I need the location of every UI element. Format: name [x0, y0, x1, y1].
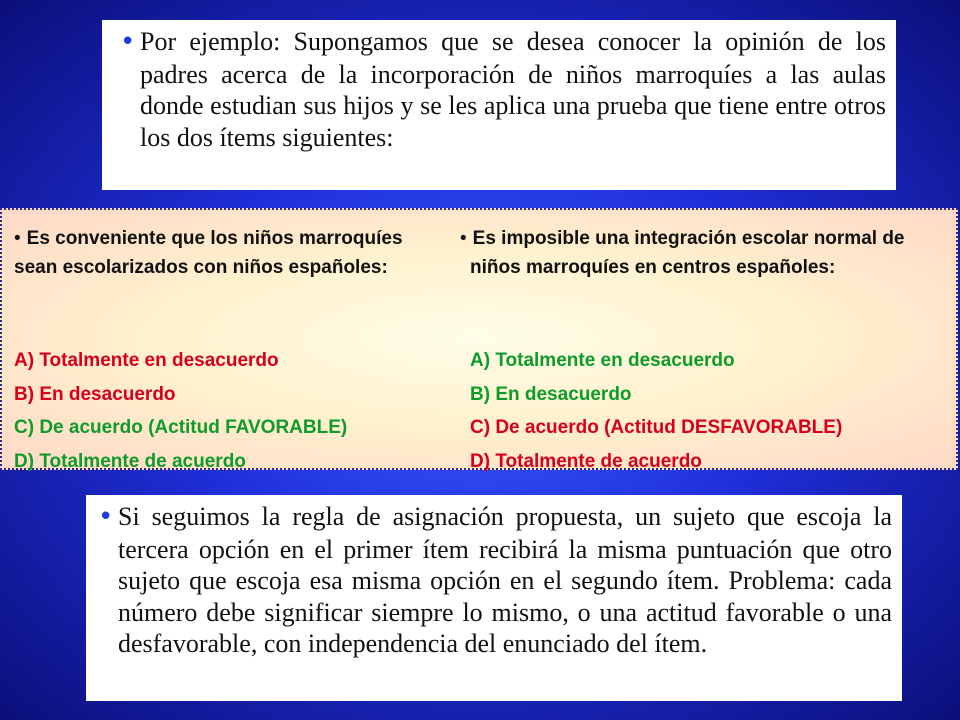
item-1-question	[14, 224, 444, 282]
item-1-question-text: Es conveniente que los niños marroquíes sean escolarizados con niños españoles:	[14, 228, 403, 278]
intro-paragraph	[120, 26, 886, 153]
bullet-icon: •	[98, 502, 114, 532]
item-1-option-c: C) De acuerdo (Actitud FAVORABLE)	[14, 417, 348, 438]
conclusion-text-box	[86, 495, 902, 701]
conclusion-text: Si seguimos la regla de asignación propuesta, un sujeto que escoja la tercera opción en el primer ítem recibirá la misma puntuación que otro sujeto que escoja esa misma opción en el segundo ítem. Problema: cada número debe significar siempre lo mismo, o una actitud favorable o una desfavorable, con independencia del enunciado del ítem.	[118, 502, 892, 658]
bullet-icon: •	[14, 228, 21, 249]
conclusion-paragraph	[98, 501, 892, 660]
item-1-option-d: D) Totalmente de acuerdo	[14, 450, 246, 472]
item-2-option-a: A) Totalmente en desacuerdo	[470, 350, 735, 371]
intro-text-box	[102, 20, 896, 190]
items-panel	[0, 208, 958, 470]
item-2-column	[460, 224, 950, 472]
item-2-option-d: D) Totalmente de acuerdo	[470, 450, 702, 472]
item-2-options	[470, 344, 842, 478]
item-2-question	[460, 224, 950, 282]
bullet-icon: •	[120, 27, 136, 57]
item-1-column	[14, 224, 444, 472]
item-1-option-b: B) En desacuerdo	[14, 383, 176, 405]
item-1-options	[14, 344, 347, 478]
item-2-question-text: Es imposible una integración escolar normal de niños marroquíes en centros españoles:	[470, 228, 905, 278]
item-2-option-c: C) De acuerdo (Actitud DESFAVORABLE)	[470, 417, 843, 438]
bullet-icon: •	[460, 228, 467, 249]
item-1-option-a: A) Totalmente en desacuerdo	[14, 350, 279, 371]
intro-text: Por ejemplo: Supongamos que se desea conocer la opinión de los padres acerca de la incorporación de niños marroquíes a las aulas donde estudian sus hijos y se les aplica una prueba que tiene entre otros los dos ítems siguientes:	[140, 27, 886, 152]
item-2-option-b: B) En desacuerdo	[470, 383, 632, 405]
